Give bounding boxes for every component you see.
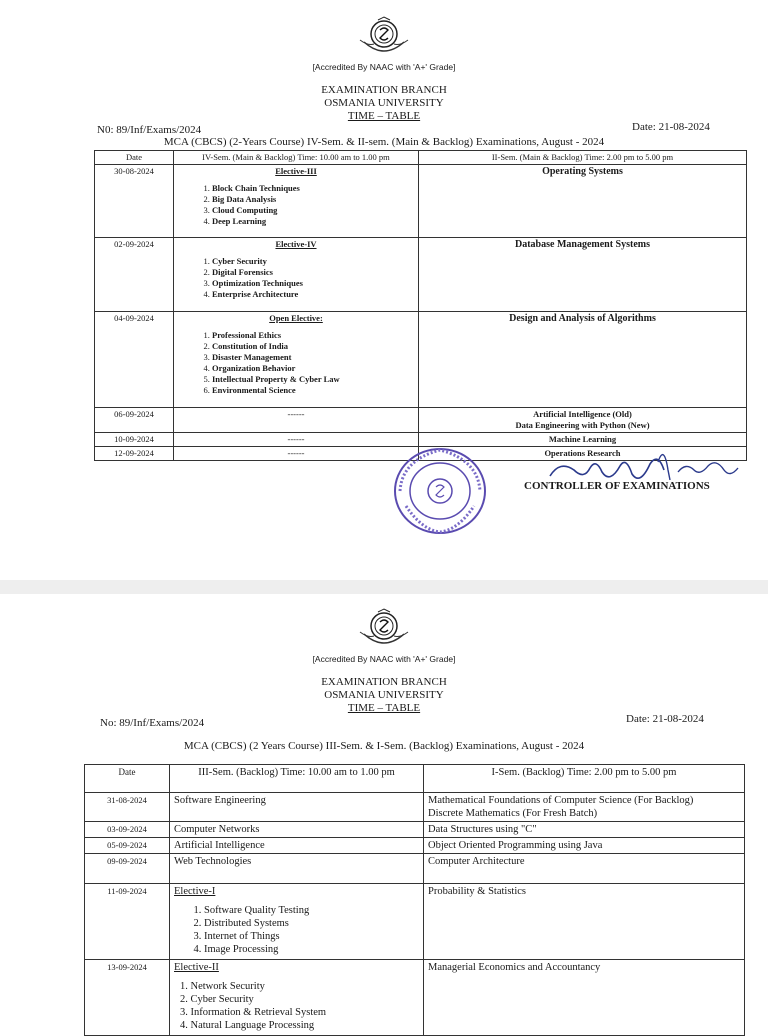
list-item: 4. Image Processing [204, 943, 419, 956]
row-afternoon-subject [419, 408, 747, 433]
row-afternoon-subject: Managerial Economics and Accountancy [424, 960, 745, 1036]
list-item: Big Data Analysis [212, 194, 277, 204]
list-item: Cyber Security [212, 256, 267, 266]
list-item: 3. Information & Retrieval System [180, 1007, 327, 1018]
list-item: Intellectual Property & Cyber Law [212, 374, 340, 384]
row-afternoon-subject: Design and Analysis of Algorithms [509, 313, 656, 324]
accreditation-text: [Accredited By NAAC with 'A+' Grade] [312, 654, 456, 664]
row-morning-subject: Software Engineering [170, 793, 424, 822]
row-morning-subject [174, 238, 419, 312]
branch-heading: EXAMINATION BRANCH [321, 84, 447, 96]
row-morning-subject: ------ [174, 408, 419, 433]
doc-type-heading: TIME – TABLE [347, 702, 421, 714]
table-row [95, 238, 747, 312]
row-date: 10-09-2024 [95, 433, 174, 447]
list-item: Organization Behavior [212, 363, 296, 373]
row-morning-subject: ------ [174, 447, 419, 461]
list-item: Enterprise Architecture [212, 289, 299, 299]
table-row [85, 838, 745, 854]
table-header-row [95, 151, 747, 165]
elective-title: Elective-III [275, 166, 317, 176]
subject-line: Mathematical Foundations of Computer Science (For Backlog) [428, 795, 694, 806]
list-item: Optimization Techniques [212, 278, 303, 288]
table-row [85, 884, 745, 960]
timetable-table [94, 150, 747, 461]
list-item: Deep Learning [212, 216, 267, 226]
header-afternoon-session: II-Sem. (Main & Backlog) Time: 2.00 pm to 5.00 pm [419, 151, 747, 165]
table-row [95, 408, 747, 433]
row-date: 30-08-2024 [95, 165, 174, 238]
row-date: 09-09-2024 [85, 854, 170, 884]
row-date: 03-09-2024 [85, 822, 170, 838]
reference-number: No: 89/Inf/Exams/2024 [100, 717, 205, 729]
row-morning-subject: ------ [174, 433, 419, 447]
list-item: 1. Software Quality Testing [204, 904, 419, 917]
row-afternoon-subject: Operating Systems [542, 166, 623, 177]
row-afternoon-subject: Object Oriented Programming using Java [424, 838, 745, 854]
list-item: Professional Ethics [212, 330, 282, 340]
table-header-row [85, 765, 745, 793]
list-item: Digital Forensics [212, 267, 273, 277]
row-morning-subject [170, 884, 424, 960]
header-afternoon-session: I-Sem. (Backlog) Time: 2.00 pm to 5.00 pm [424, 765, 745, 793]
row-afternoon-subject: Operations Research [544, 448, 621, 458]
row-date: 11-09-2024 [85, 884, 170, 960]
row-date: 02-09-2024 [95, 238, 174, 312]
row-afternoon-subject: Database Management Systems [515, 239, 650, 250]
row-date: 12-09-2024 [95, 447, 174, 461]
table-row [85, 960, 745, 1036]
branch-heading: EXAMINATION BRANCH [321, 676, 447, 688]
elective-title: Elective-IV [275, 239, 317, 249]
doc-type-heading: TIME – TABLE [347, 110, 421, 122]
list-item: Cloud Computing [212, 205, 278, 215]
table-row [85, 854, 745, 884]
university-emblem-icon [356, 608, 412, 648]
table-row [95, 165, 747, 238]
row-date: 06-09-2024 [95, 408, 174, 433]
row-date: 31-08-2024 [85, 793, 170, 822]
row-afternoon-subject: Probability & Statistics [424, 884, 745, 960]
university-emblem-icon [356, 16, 412, 56]
list-item: Block Chain Techniques [212, 183, 300, 193]
accreditation-text: [Accredited By NAAC with 'A+' Grade] [312, 62, 456, 72]
elective-title: Elective-I [174, 886, 216, 897]
timetable-page-2 [0, 594, 768, 1031]
list-item: Environmental Science [212, 385, 296, 395]
exam-title: MCA (CBCS) (2 Years Course) III-Sem. & I-Sem. (Backlog) Examinations, August - 2024 [183, 740, 585, 752]
row-morning-subject [174, 312, 419, 408]
subject-line: Discrete Mathematics (For Fresh Batch) [428, 808, 598, 819]
list-item: Disaster Management [212, 352, 292, 362]
exam-title: MCA (CBCS) (2-Years Course) IV-Sem. & II-sem. (Main & Backlog) Examinations, August - 2024 [163, 136, 605, 148]
header-date: Date [85, 765, 170, 793]
table-row [85, 793, 745, 822]
header-date: Date [95, 151, 174, 165]
row-afternoon-subject: Computer Architecture [424, 854, 745, 884]
notice-date: Date: 21-08-2024 [632, 121, 710, 133]
row-date: 04-09-2024 [95, 312, 174, 408]
table-row [95, 312, 747, 408]
table-row [85, 822, 745, 838]
university-heading: OSMANIA UNIVERSITY [324, 689, 444, 701]
row-afternoon-subject: Machine Learning [548, 434, 617, 444]
row-date: 13-09-2024 [85, 960, 170, 1036]
list-item: 2. Distributed Systems [204, 917, 419, 930]
header-morning-session: IV-Sem. (Main & Backlog) Time: 10.00 am to 1.00 pm [174, 151, 419, 165]
row-date: 05-09-2024 [85, 838, 170, 854]
signatory-title: CONTROLLER OF EXAMINATIONS [524, 480, 710, 492]
row-morning-subject [174, 165, 419, 238]
row-afternoon-subject: Data Structures using "C" [424, 822, 745, 838]
row-morning-subject [170, 960, 424, 1036]
university-heading: OSMANIA UNIVERSITY [324, 97, 444, 109]
row-afternoon-subject [424, 793, 745, 822]
list-item: 3. Internet of Things [204, 930, 419, 943]
subject-line: Data Engineering with Python (New) [515, 420, 650, 430]
page-separator [0, 580, 768, 594]
reference-number: N0: 89/Inf/Exams/2024 [97, 124, 202, 136]
notice-date: Date: 21-08-2024 [626, 713, 704, 725]
header-morning-session: III-Sem. (Backlog) Time: 10.00 am to 1.00 pm [170, 765, 424, 793]
subject-line: Artificial Intelligence (Old) [533, 409, 632, 419]
list-item: 1. Network Security [180, 981, 265, 992]
office-seal-stamp [392, 446, 488, 536]
elective-title: Open Elective: [269, 313, 323, 323]
elective-title: Elective-II [174, 962, 219, 973]
row-morning-subject: Computer Networks [170, 822, 424, 838]
list-item: 2. Cyber Security [180, 994, 254, 1005]
timetable-table [84, 764, 745, 1036]
list-item: 4. Natural Language Processing [180, 1020, 315, 1031]
list-item: Constitution of India [212, 341, 289, 351]
row-morning-subject: Artificial Intelligence [170, 838, 424, 854]
row-morning-subject: Web Technologies [170, 854, 424, 884]
